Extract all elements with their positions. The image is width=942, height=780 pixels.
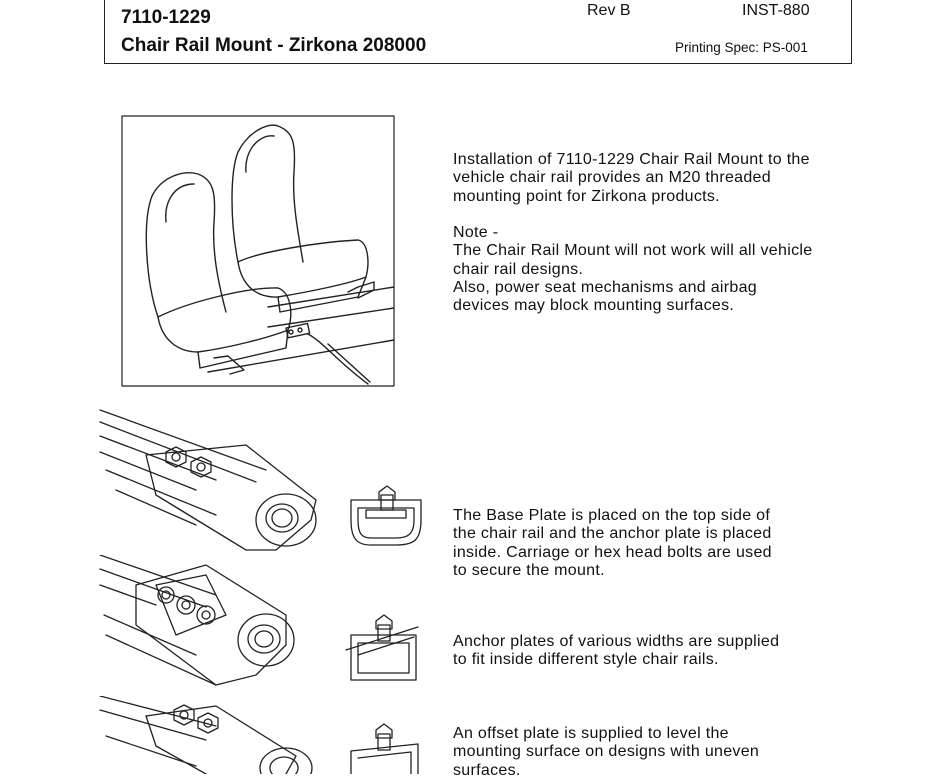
vehicle-seats-illustration — [118, 112, 398, 390]
anchor-plates-line: to fit inside different style chair rails. — [453, 651, 719, 669]
base-plate-mount-illustration — [96, 400, 426, 555]
base-plate-line: inside. Carriage or hex head bolts are used — [453, 543, 772, 561]
anchor-plate-mount-illustration — [96, 555, 426, 700]
printing-spec: Printing Spec: PS-001 — [675, 40, 808, 55]
intro-paragraph — [453, 151, 810, 206]
note-line: Note - — [453, 224, 499, 241]
note-line: chair rail designs. — [453, 260, 584, 278]
offset-plate-mount-illustration — [96, 696, 426, 774]
anchor-plates-line: Anchor plates of various widths are supplied — [453, 633, 780, 650]
note-line: The Chair Rail Mount will not work will all vehicle — [453, 242, 813, 260]
document-number: 7110-1229 — [121, 7, 211, 28]
base-plate-line: the chair rail and the anchor plate is placed — [453, 525, 772, 543]
anchor-plates-paragraph — [453, 633, 779, 670]
note-line: devices may block mounting surfaces. — [453, 297, 735, 315]
intro-line: Installation of 7110-1229 Chair Rail Mount to the — [453, 151, 810, 168]
intro-line: vehicle chair rail provides an M20 threaded — [453, 169, 771, 187]
offset-plate-line: surfaces. — [453, 761, 521, 779]
intro-line: mounting point for Zirkona products. — [453, 187, 720, 205]
offset-plate-paragraph — [453, 725, 759, 780]
offset-plate-line: An offset plate is supplied to level the — [453, 725, 729, 742]
note-line: Also, power seat mechanisms and airbag — [453, 278, 757, 296]
document-header — [104, 0, 852, 64]
offset-plate-line: mounting surface on designs with uneven — [453, 743, 760, 761]
base-plate-line: to secure the mount. — [453, 561, 605, 579]
revision-label: Rev B — [587, 2, 631, 19]
document-title: Chair Rail Mount - Zirkona 208000 — [121, 35, 427, 56]
instruction-number: INST-880 — [742, 2, 810, 19]
note-paragraph — [453, 224, 812, 315]
base-plate-line: The Base Plate is placed on the top side of — [453, 507, 771, 524]
base-plate-paragraph — [453, 507, 772, 580]
